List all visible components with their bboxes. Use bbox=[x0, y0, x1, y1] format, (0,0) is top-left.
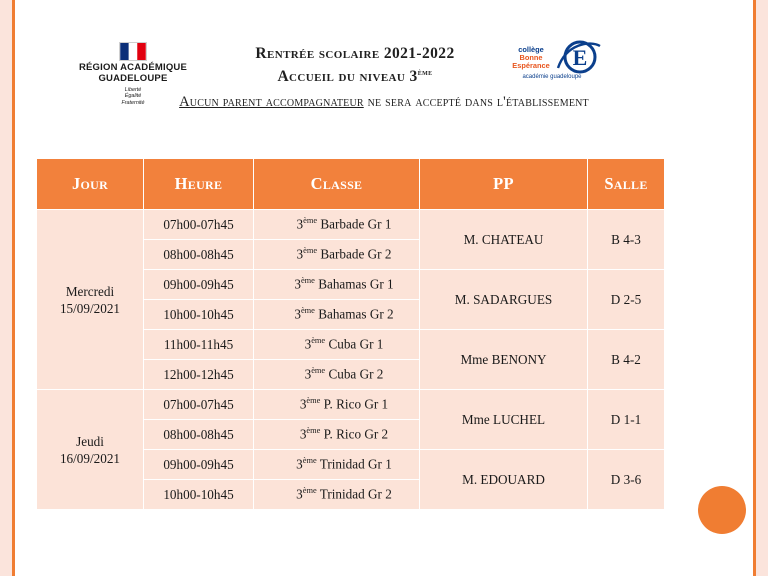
college-logo-sub-line1: académie bbox=[522, 74, 549, 80]
left-decor-line bbox=[12, 0, 15, 576]
class-level-sup: ème bbox=[311, 366, 326, 376]
hour-cell: 09h00-09h45 bbox=[144, 450, 254, 480]
class-name: Bahamas Gr 1 bbox=[314, 276, 394, 292]
hour-cell: 09h00-09h45 bbox=[144, 270, 254, 300]
class-level: 3 bbox=[299, 426, 307, 442]
pp-cell: M. EDOUARD bbox=[420, 450, 588, 510]
table-row bbox=[37, 210, 665, 240]
class-name: Trinidad Gr 1 bbox=[316, 456, 392, 472]
class-level-sup: ème bbox=[311, 336, 326, 346]
class-level-sup: ème bbox=[306, 426, 321, 436]
day-line-1: Jeudi bbox=[76, 433, 104, 449]
college-logo-text bbox=[502, 46, 560, 71]
column-header-salle: Salle bbox=[588, 159, 665, 210]
right-decor-line bbox=[753, 0, 756, 576]
class-name: P. Rico Gr 2 bbox=[320, 426, 389, 442]
pp-cell: M. SADARGUES bbox=[420, 270, 588, 330]
schedule-table-wrapper bbox=[36, 158, 664, 510]
pp-cell: Mme BENONY bbox=[420, 330, 588, 390]
motto-line2: Égalité bbox=[124, 93, 142, 100]
day-cell-mercredi bbox=[37, 210, 144, 390]
class-level-sup: ème bbox=[300, 306, 315, 316]
college-emblem-icon bbox=[556, 40, 602, 74]
schedule-table bbox=[36, 158, 665, 510]
class-cell bbox=[254, 480, 420, 510]
class-cell bbox=[254, 420, 420, 450]
class-cell bbox=[254, 450, 420, 480]
class-level: 3 bbox=[304, 366, 312, 382]
class-name: Trinidad Gr 2 bbox=[316, 486, 392, 502]
region-logo-line1: RÉGION ACADÉMIQUE bbox=[78, 62, 188, 73]
class-level: 3 bbox=[296, 246, 304, 262]
hour-cell: 08h00-08h45 bbox=[144, 240, 254, 270]
class-cell bbox=[254, 300, 420, 330]
title-line-1: Rentrée scolaire 2021-2022 bbox=[255, 45, 455, 62]
class-name: Cuba Gr 2 bbox=[325, 366, 384, 382]
decor-circle bbox=[698, 486, 746, 534]
class-level-sup: ème bbox=[300, 276, 315, 286]
class-level-sup: ème bbox=[302, 456, 317, 466]
class-name: Bahamas Gr 2 bbox=[314, 306, 394, 322]
class-cell bbox=[254, 210, 420, 240]
class-level-sup: ème bbox=[306, 396, 321, 406]
class-cell bbox=[254, 240, 420, 270]
column-header-jour: Jour bbox=[37, 159, 144, 210]
salle-cell: D 1-1 bbox=[588, 390, 665, 450]
pp-cell: M. CHATEAU bbox=[420, 210, 588, 270]
day-cell-jeudi bbox=[37, 390, 144, 510]
region-logo-line2: GUADELOUPE bbox=[98, 72, 168, 84]
college-logo-line3: Espérance bbox=[512, 61, 550, 71]
title-line-2-text: Accueil du niveau 3 bbox=[277, 68, 418, 86]
hour-cell: 10h00-10h45 bbox=[144, 300, 254, 330]
college-bonne-esperance-logo bbox=[500, 38, 604, 90]
class-level-sup: ème bbox=[303, 246, 318, 256]
table-row bbox=[37, 390, 665, 420]
hour-cell: 08h00-08h45 bbox=[144, 420, 254, 450]
notice-underlined: Aucun parent accompagnateur bbox=[179, 94, 364, 110]
page-title bbox=[210, 44, 500, 86]
title-line-2-sup: ème bbox=[417, 67, 433, 77]
class-name: Cuba Gr 1 bbox=[325, 336, 384, 352]
title-line-2 bbox=[210, 63, 500, 86]
class-name: Barbade Gr 2 bbox=[317, 246, 392, 262]
class-level: 3 bbox=[294, 306, 301, 322]
class-cell bbox=[254, 270, 420, 300]
class-level-sup: ème bbox=[302, 486, 317, 496]
class-cell bbox=[254, 360, 420, 390]
column-header-pp: PP bbox=[420, 159, 588, 210]
day-line-2: 15/09/2021 bbox=[59, 300, 121, 316]
class-level-sup: ème bbox=[303, 216, 318, 226]
college-logo-line1: collège bbox=[518, 45, 544, 54]
day-line-1: Mercredi bbox=[65, 283, 115, 299]
class-name: P. Rico Gr 1 bbox=[320, 396, 389, 412]
french-flag-icon bbox=[119, 42, 147, 61]
class-level: 3 bbox=[304, 336, 312, 352]
notice-text bbox=[0, 94, 768, 111]
hour-cell: 11h00-11h45 bbox=[144, 330, 254, 360]
class-level: 3 bbox=[296, 456, 303, 472]
college-logo-sub bbox=[502, 74, 602, 81]
svg-text:E: E bbox=[572, 45, 588, 70]
pp-cell: Mme LUCHEL bbox=[420, 390, 588, 450]
column-header-classe: Classe bbox=[254, 159, 420, 210]
hour-cell: 07h00-07h45 bbox=[144, 390, 254, 420]
class-level: 3 bbox=[294, 276, 301, 292]
column-header-heure: Heure bbox=[144, 159, 254, 210]
class-level: 3 bbox=[296, 486, 303, 502]
class-level: 3 bbox=[299, 396, 307, 412]
hour-cell: 12h00-12h45 bbox=[144, 360, 254, 390]
hour-cell: 07h00-07h45 bbox=[144, 210, 254, 240]
right-decor-band bbox=[756, 0, 768, 576]
college-logo-sub-line2: guadeloupe bbox=[550, 74, 582, 80]
salle-cell: B 4-3 bbox=[588, 210, 665, 270]
day-line-2: 16/09/2021 bbox=[59, 450, 121, 466]
salle-cell: D 3-6 bbox=[588, 450, 665, 510]
class-cell bbox=[254, 330, 420, 360]
college-logo-line2: Bonne bbox=[519, 53, 543, 63]
salle-cell: D 2-5 bbox=[588, 270, 665, 330]
motto-line1: Liberté bbox=[124, 87, 142, 93]
hour-cell: 10h00-10h45 bbox=[144, 480, 254, 510]
class-name: Barbade Gr 1 bbox=[317, 216, 392, 232]
table-header-row bbox=[37, 159, 665, 210]
notice-rest: ne sera accepté dans l'établissement bbox=[363, 94, 589, 110]
left-decor-band bbox=[0, 0, 12, 576]
class-level: 3 bbox=[296, 216, 304, 232]
motto-line3: Fraternité bbox=[121, 99, 145, 106]
class-cell bbox=[254, 390, 420, 420]
salle-cell: B 4-2 bbox=[588, 330, 665, 390]
